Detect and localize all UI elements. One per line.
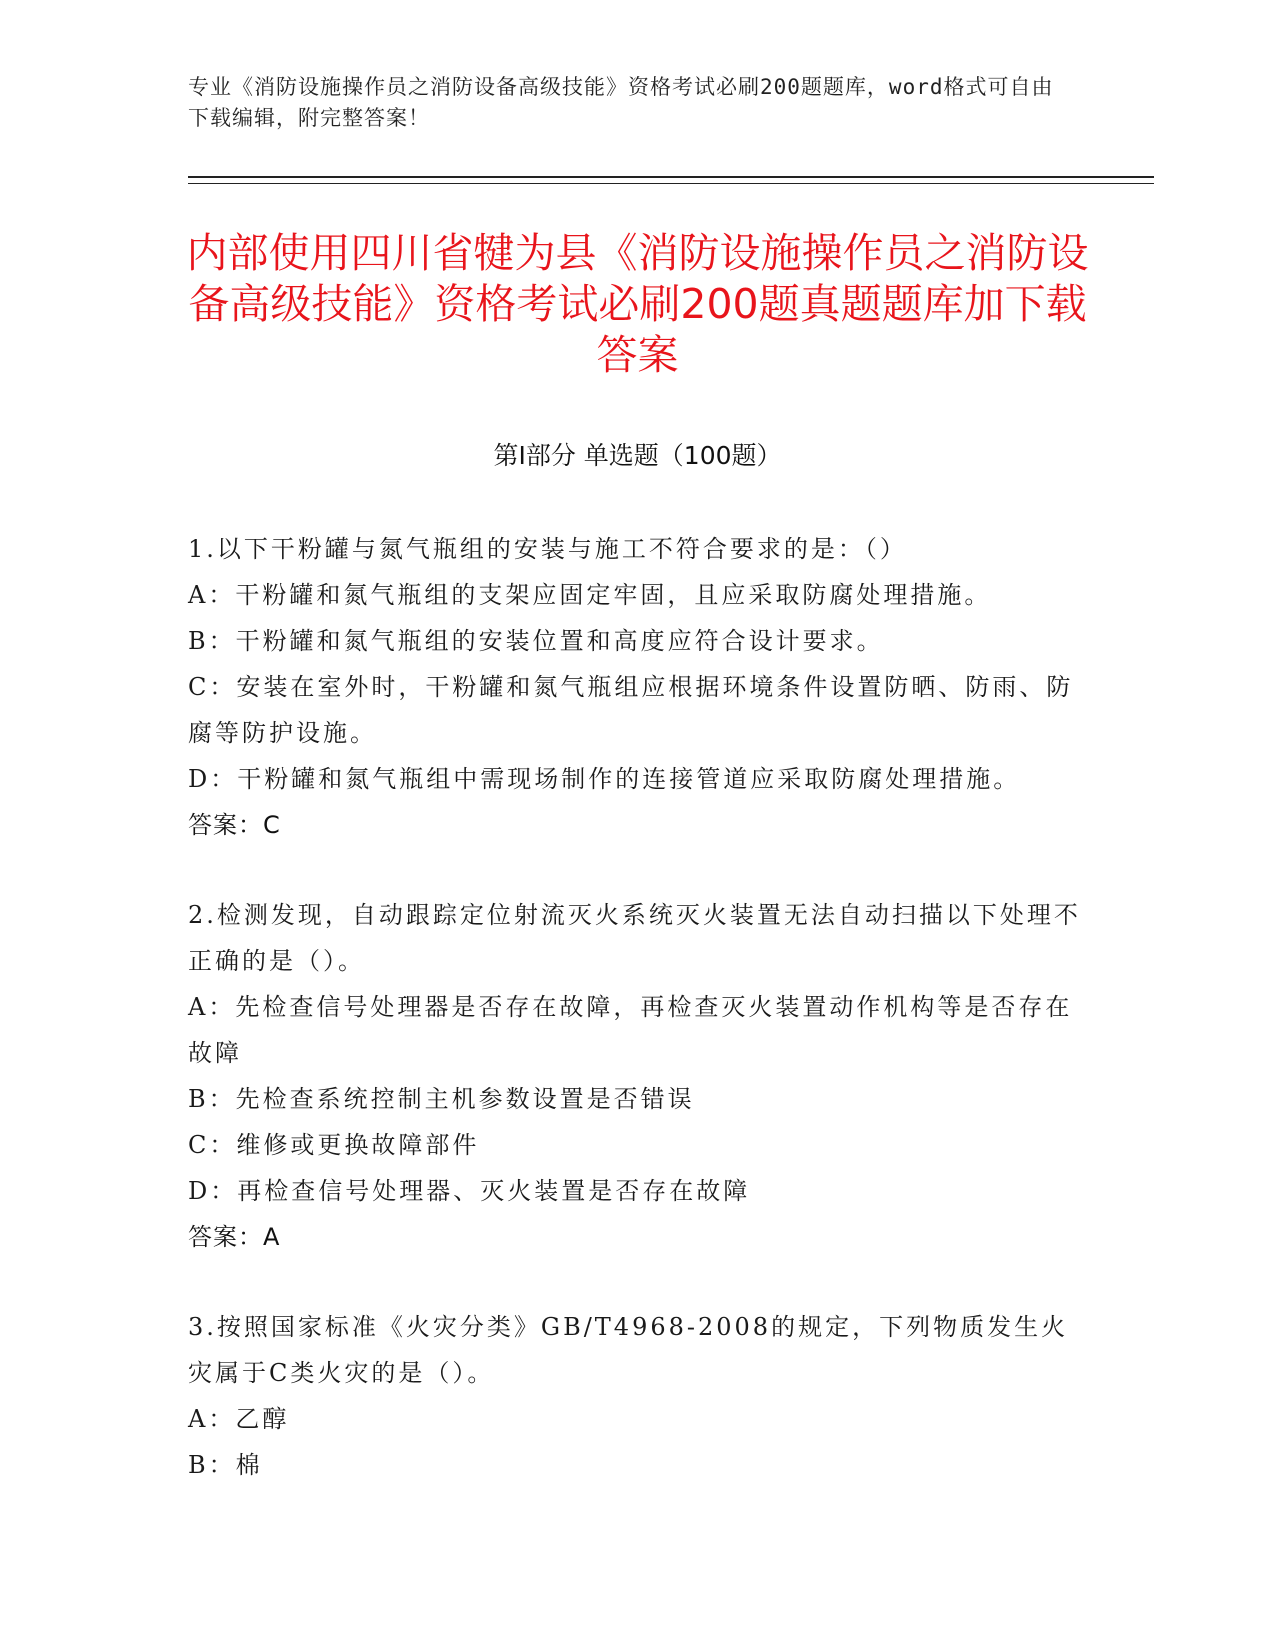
option-c: C：安装在室外时，干粉罐和氮气瓶组应根据环境条件设置防晒、防雨、防腐等防护设施。 [188,673,1074,747]
question-2 [188,892,1088,1260]
header-divider-thick [188,176,1154,178]
document-title: 内部使用四川省犍为县《消防设施操作员之消防设备高级技能》资格考试必刷200题真题题库加下载答案 [186,229,1089,379]
question-1 [188,526,1088,848]
option-b: B：棉 [188,1451,263,1479]
option-b: B：先检查系统控制主机参数设置是否错误 [188,1085,695,1113]
question-stem: 1.以下干粉罐与氮气瓶组的安装与施工不符合要求的是：（） [188,535,907,563]
question-list [188,526,1088,1532]
option-a: A：乙醇 [188,1405,290,1433]
header-divider-thin [188,183,1154,184]
answer: 答案：C [188,811,281,839]
answer: 答案：A [188,1223,281,1251]
option-d: D：干粉罐和氮气瓶组中需现场制作的连接管道应采取防腐处理措施。 [188,765,1021,793]
section-heading: 第Ⅰ部分 单选题（100题） [493,441,782,470]
header-note: 专业《消防设施操作员之消防设备高级技能》资格考试必刷200题题库，word格式可自由下载编辑，附完整答案！ [188,75,1054,130]
option-d: D：再检查信号处理器、灭火装置是否存在故障 [188,1177,751,1205]
option-a: A：先检查信号处理器是否存在故障，再检查灭火装置动作机构等是否存在故障 [188,993,1073,1067]
question-3 [188,1304,1088,1488]
option-b: B：干粉罐和氮气瓶组的安装位置和高度应符合设计要求。 [188,627,884,655]
question-stem: 3.按照国家标准《火灾分类》GB/T4968-2008的规定，下列物质发生火灾属于C类火灾的是（）。 [188,1313,1069,1387]
option-a: A：干粉罐和氮气瓶组的支架应固定牢固，且应采取防腐处理措施。 [188,581,992,609]
question-stem: 2.检测发现，自动跟踪定位射流灭火系统灭火装置无法自动扫描以下处理不正确的是（）。 [188,901,1081,975]
option-c: C：维修或更换故障部件 [188,1131,480,1159]
